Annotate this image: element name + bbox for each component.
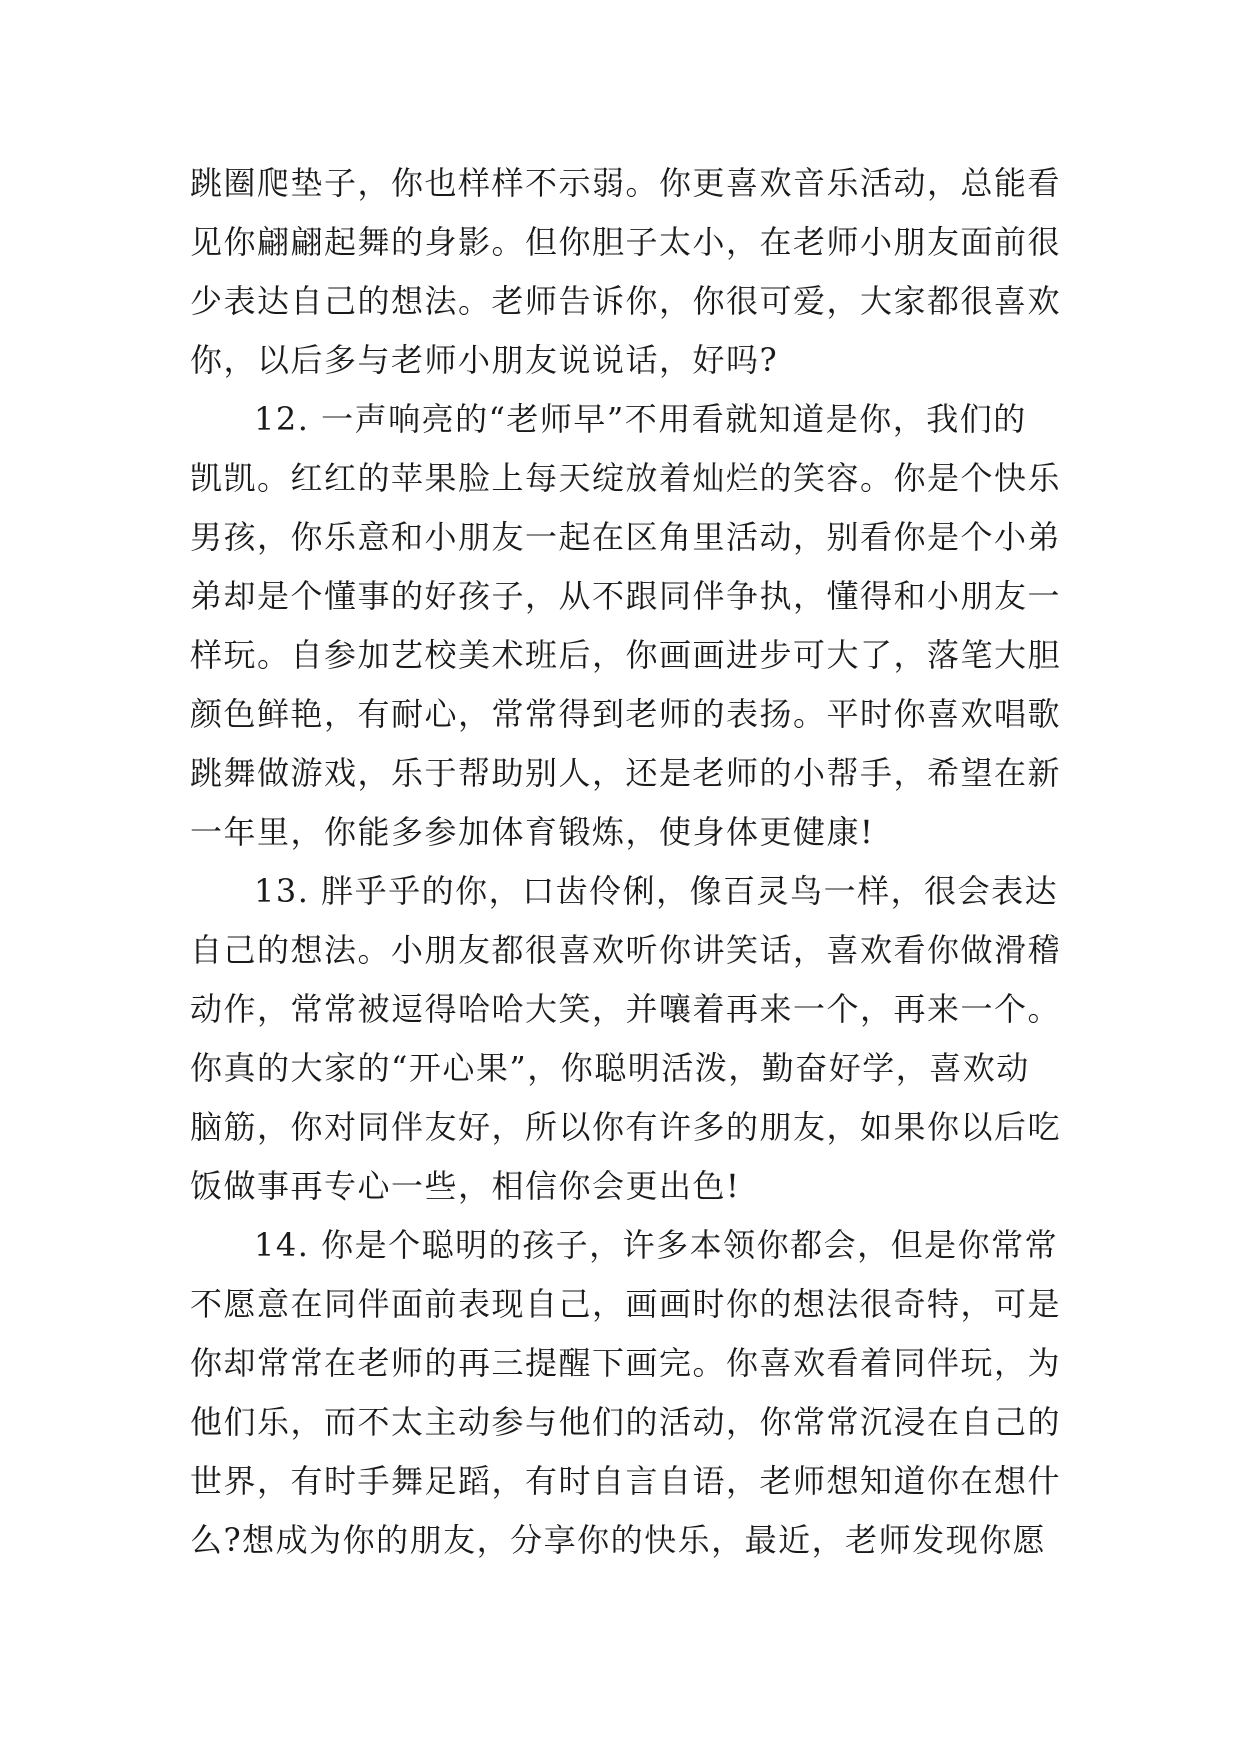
text-line: 跳舞做游戏，乐于帮助别人，还是老师的小帮手，希望在新 (190, 754, 1062, 792)
text-line: 一年里，你能多参加体育锻炼，使身体更健康! (190, 813, 875, 851)
text-line: 不愿意在同伴面前表现自己，画画时你的想法很奇特，可是 (190, 1285, 1062, 1323)
text-line: 颜色鲜艳，有耐心，常常得到老师的表扬。平时你喜欢唱歌 (190, 695, 1062, 733)
text-line: 14. 你是个聪明的孩子，许多本领你都会，但是你常常 (254, 1226, 1059, 1264)
text-line: 自己的想法。小朋友都很喜欢听你讲笑话，喜欢看你做滑稽 (190, 931, 1062, 969)
paragraph-13 (190, 862, 1062, 1216)
text-line: 少表达自己的想法。老师告诉你，你很可爱，大家都很喜欢 (190, 282, 1062, 320)
text-line: 样玩。自参加艺校美术班后，你画画进步可大了，落笔大胆 (190, 636, 1062, 674)
paragraph-12 (190, 390, 1062, 862)
document-body (190, 154, 1062, 1570)
text-line: 你却常常在老师的再三提醒下画完。你喜欢看着同伴玩，为 (190, 1344, 1062, 1382)
text-line: 凯凯。红红的苹果脸上每天绽放着灿烂的笑容。你是个快乐 (190, 459, 1062, 497)
text-line: 12. 一声响亮的“老师早”不用看就知道是你，我们的 (254, 400, 1027, 438)
text-line: 他们乐，而不太主动参与他们的活动，你常常沉浸在自己的 (190, 1403, 1062, 1441)
paragraph-14 (190, 1216, 1062, 1570)
text-line: 跳圈爬垫子，你也样样不示弱。你更喜欢音乐活动，总能看 (190, 164, 1062, 202)
text-line: 世界，有时手舞足蹈，有时自言自语，老师想知道你在想什 (190, 1462, 1062, 1500)
text-line: 男孩，你乐意和小朋友一起在区角里活动，别看你是个小弟 (190, 518, 1062, 556)
text-line: 么?想成为你的朋友，分享你的快乐，最近，老师发现你愿 (190, 1521, 1047, 1559)
paragraph-11-tail (190, 154, 1062, 390)
text-line: 动作，常常被逗得哈哈大笑，并嚷着再来一个，再来一个。 (190, 990, 1062, 1028)
text-line: 弟却是个懂事的好孩子，从不跟同伴争执，懂得和小朋友一 (190, 577, 1062, 615)
text-line: 脑筋，你对同伴友好，所以你有许多的朋友，如果你以后吃 (190, 1108, 1062, 1146)
text-line: 你真的大家的“开心果”，你聪明活泼，勤奋好学，喜欢动 (190, 1049, 1030, 1087)
text-line: 饭做事再专心一些，相信你会更出色! (190, 1167, 741, 1205)
text-line: 见你翩翩起舞的身影。但你胆子太小，在老师小朋友面前很 (190, 223, 1062, 261)
text-line: 你，以后多与老师小朋友说说话，好吗? (190, 341, 779, 379)
text-line: 13. 胖乎乎的你，口齿伶俐，像百灵鸟一样，很会表达 (254, 872, 1059, 910)
